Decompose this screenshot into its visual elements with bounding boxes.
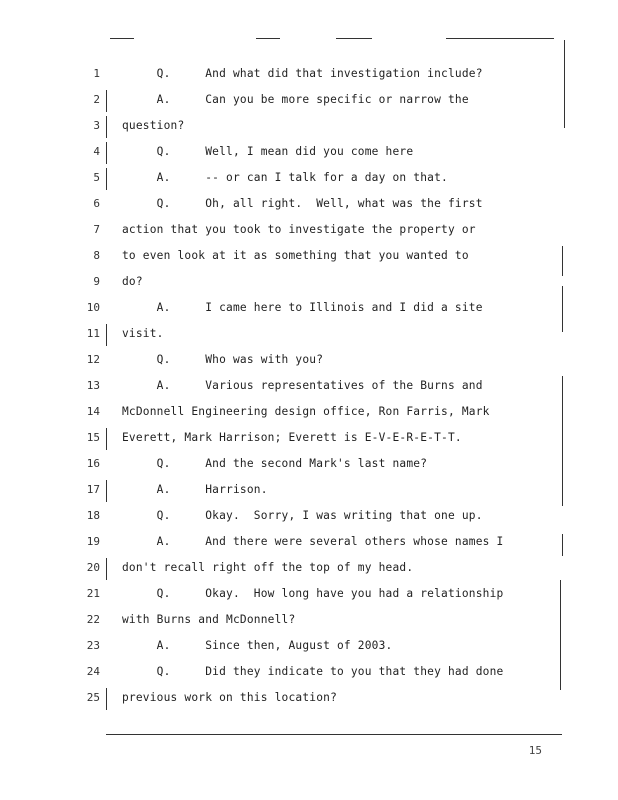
line-text: visit. [122, 327, 164, 340]
line-number: 11 [86, 327, 100, 340]
line-text: Q. Oh, all right. Well, what was the first [122, 197, 483, 210]
line-number: 4 [93, 145, 100, 158]
line-number: 7 [93, 223, 100, 236]
left-margin-bar [106, 688, 107, 710]
page-number: 15 [528, 744, 542, 757]
line-text: A. I came here to Illinois and I did a site [122, 301, 483, 314]
left-margin-bar [106, 168, 107, 190]
line-number: 21 [86, 587, 100, 600]
transcript-line [0, 140, 618, 166]
transcript-line [0, 296, 618, 322]
transcript-line [0, 582, 618, 608]
line-text: with Burns and McDonnell? [122, 613, 296, 626]
line-text: Q. Okay. How long have you had a relationship [122, 587, 504, 600]
line-text: Q. Who was with you? [122, 353, 324, 366]
line-text: action that you took to investigate the property or [122, 223, 476, 236]
transcript-line [0, 608, 618, 634]
line-number: 24 [86, 665, 100, 678]
left-margin-bar [106, 324, 107, 346]
transcript-line [0, 634, 618, 660]
transcript-line [0, 244, 618, 270]
line-number: 22 [86, 613, 100, 626]
line-number: 16 [86, 457, 100, 470]
transcript-line [0, 218, 618, 244]
transcript-line [0, 62, 618, 88]
header-rule [446, 38, 554, 39]
line-number: 19 [86, 535, 100, 548]
line-text: A. And there were several others whose names I [122, 535, 504, 548]
line-number: 13 [86, 379, 100, 392]
transcript-line [0, 166, 618, 192]
left-margin-bar [106, 116, 107, 138]
left-margin-bar [106, 428, 107, 450]
line-text: Q. And the second Mark's last name? [122, 457, 428, 470]
line-text: A. -- or can I talk for a day on that. [122, 171, 448, 184]
footer-rule [106, 734, 562, 735]
left-margin-bar [106, 480, 107, 502]
transcript-line [0, 88, 618, 114]
transcript-line [0, 556, 618, 582]
transcript-line [0, 686, 618, 712]
line-number: 1 [93, 67, 100, 80]
line-number: 6 [93, 197, 100, 210]
transcript-line [0, 400, 618, 426]
line-text: to even look at it as something that you wanted to [122, 249, 469, 262]
line-text: Q. And what did that investigation include? [122, 67, 483, 80]
line-text: Q. Well, I mean did you come here [122, 145, 414, 158]
line-text: Everett, Mark Harrison; Everett is E-V-E-R-E-T-T. [122, 431, 462, 444]
transcript-line [0, 452, 618, 478]
line-number: 12 [86, 353, 100, 366]
line-number: 14 [86, 405, 100, 418]
line-number: 2 [93, 93, 100, 106]
transcript-line [0, 192, 618, 218]
line-text: don't recall right off the top of my head. [122, 561, 414, 574]
transcript-line [0, 660, 618, 686]
transcript-line [0, 270, 618, 296]
transcript-line [0, 478, 618, 504]
line-number: 23 [86, 639, 100, 652]
line-number: 15 [86, 431, 100, 444]
transcript-line [0, 348, 618, 374]
line-text: question? [122, 119, 185, 132]
transcript-line [0, 530, 618, 556]
transcript-line [0, 114, 618, 140]
left-margin-bar [106, 558, 107, 580]
left-margin-bar [106, 142, 107, 164]
header-rule [336, 38, 372, 39]
transcript-line [0, 322, 618, 348]
line-number: 9 [93, 275, 100, 288]
line-text: A. Harrison. [122, 483, 268, 496]
line-number: 20 [86, 561, 100, 574]
transcript-lines [0, 62, 618, 712]
line-text: previous work on this location? [122, 691, 337, 704]
line-text: Q. Did they indicate to you that they had done [122, 665, 504, 678]
line-text: McDonnell Engineering design office, Ron Farris, Mark [122, 405, 490, 418]
line-text: do? [122, 275, 143, 288]
line-number: 3 [93, 119, 100, 132]
line-text: A. Can you be more specific or narrow the [122, 93, 469, 106]
line-text: A. Since then, August of 2003. [122, 639, 393, 652]
header-rule [256, 38, 280, 39]
line-number: 18 [86, 509, 100, 522]
header-rule [110, 38, 134, 39]
transcript-line [0, 426, 618, 452]
line-number: 8 [93, 249, 100, 262]
line-number: 5 [93, 171, 100, 184]
transcript-line [0, 374, 618, 400]
line-number: 25 [86, 691, 100, 704]
line-number: 17 [86, 483, 100, 496]
transcript-line [0, 504, 618, 530]
left-margin-bar [106, 90, 107, 112]
line-text: Q. Okay. Sorry, I was writing that one up. [122, 509, 483, 522]
line-text: A. Various representatives of the Burns and [122, 379, 483, 392]
line-number: 10 [86, 301, 100, 314]
